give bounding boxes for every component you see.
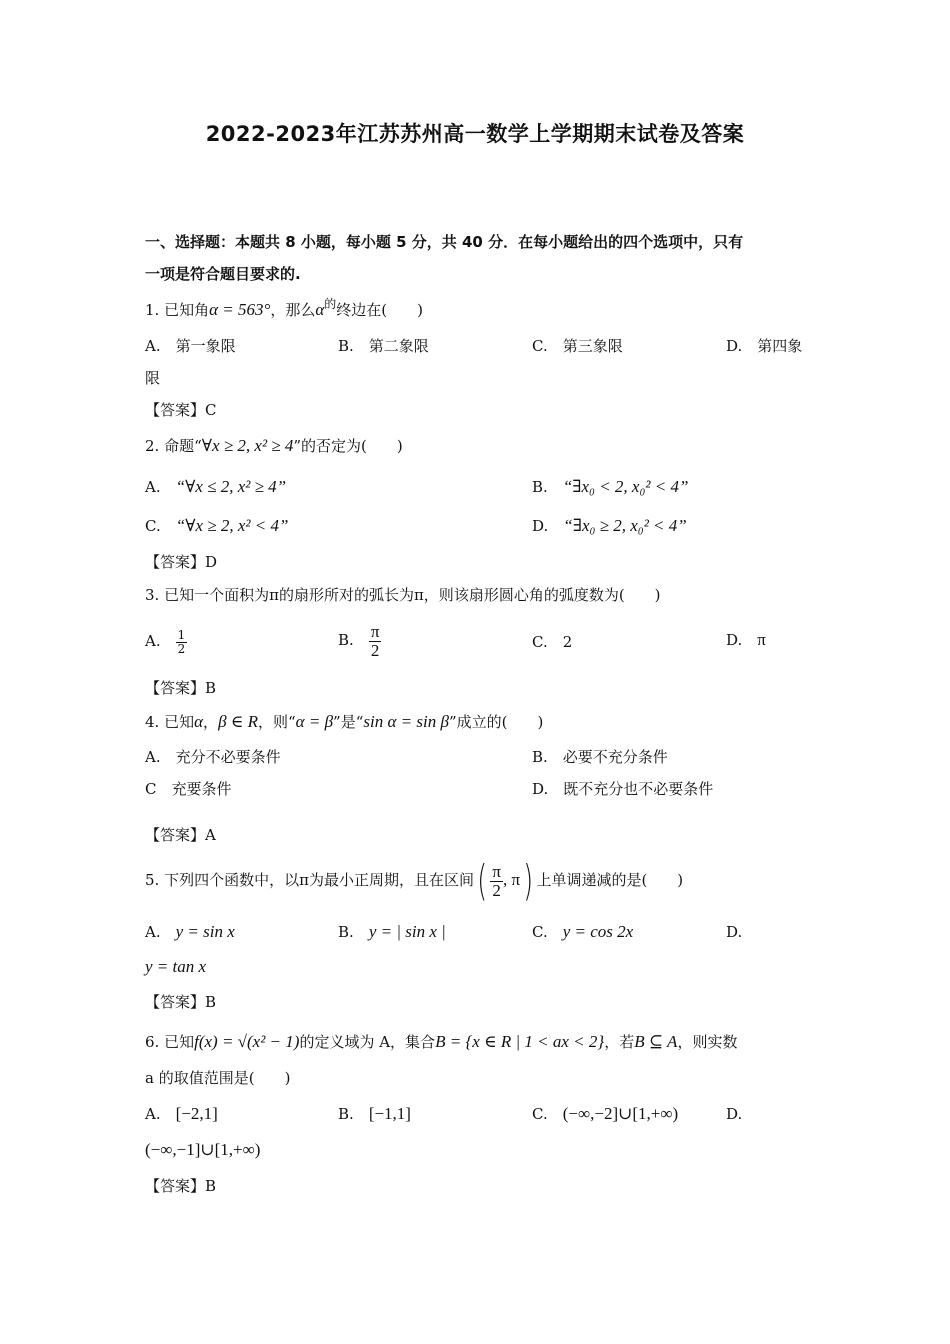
q5-option-d-math: y = tan x xyxy=(145,957,207,976)
q6-option-c: C. (−∞,−2]∪[1,+∞) xyxy=(532,1104,679,1123)
q6-option-d: D. xyxy=(726,1105,743,1123)
q2-option-c: C. “∀x ≥ 2, x² < 4” xyxy=(145,516,289,535)
section-heading: 一、选择题：本题共 8 小题，每小题 5 分，共 40 分．在每小题给出的四个选项中，只有 xyxy=(145,233,744,251)
q3-answer: 【答案】B xyxy=(145,679,217,697)
q3-option-d: D. π xyxy=(726,630,766,649)
question-1: 1. 已知角α = 563°，那么$\alpha^的$终边在( ) xyxy=(145,297,423,319)
q4-option-c: C 充要条件 xyxy=(145,780,232,798)
q5-answer: 【答案】B xyxy=(145,993,217,1011)
q3-option-a: A. $\frac{1}{2}$ xyxy=(145,627,186,656)
q4-option-b: B. 必要不充分条件 xyxy=(532,748,668,766)
q3-option-c: C. 2 xyxy=(532,633,573,651)
q1-option-c: C. 第三象限 xyxy=(532,337,623,355)
fraction-one-half: $\frac{1}{2}$ xyxy=(177,627,186,656)
q1-option-a: A. 第一象限 xyxy=(145,337,236,355)
question-3: 3. 已知一个面积为π的扇形所对的弧长为π，则该扇形圆心角的弧度数为( ) xyxy=(145,586,661,604)
section-heading-line2: 一项是符合题目要求的. xyxy=(145,265,301,283)
q5-option-a: A. y = sin x xyxy=(145,922,235,941)
q4-option-a: A. 充分不必要条件 xyxy=(145,748,281,766)
left-paren: ( xyxy=(477,856,488,905)
q2-answer: 【答案】D xyxy=(145,553,218,571)
fraction-pi-over-2: $\frac{\pi}{2}$ xyxy=(492,861,501,900)
question-4: 4. 已知α，β ∈ R，则“α = β”是“sin α = sin β”成立的( ) xyxy=(145,712,544,731)
q2-option-a: A. “∀x ≤ 2, x² ≥ 4” xyxy=(145,477,287,496)
right-paren: ) xyxy=(523,856,534,905)
q4-option-d: D. 既不充分也不必要条件 xyxy=(532,780,714,798)
q6-option-b: B. [−1,1] xyxy=(338,1104,411,1123)
q5-option-c: C. y = cos 2x xyxy=(532,922,634,941)
fraction-pi-over-2: $\frac{\pi}{2}$ xyxy=(370,621,380,660)
q2-option-b: B. “∃x₀ < 2, x₀² < 4” xyxy=(532,477,689,496)
question-6-line2: a 的取值范围是( ) xyxy=(145,1069,291,1087)
q5-option-d: D. xyxy=(726,923,743,941)
question-2: 2. 命题“∀x ≥ 2, x² ≥ 4”的否定为( ) xyxy=(145,436,403,455)
q6-option-d-math: (−∞,−1]∪[1,+∞) xyxy=(145,1140,261,1159)
q4-answer: 【答案】A xyxy=(145,826,216,844)
question-6: 6. 已知f(x) = √(x² − 1)的定义域为 A，集合B = {x ∈ R | 1 < ax < 2}，若B ⊆ A，则实数 xyxy=(145,1032,738,1051)
q6-option-a: A. [−2,1] xyxy=(145,1104,218,1123)
q5-option-b: B. y = | sin x | xyxy=(338,922,446,941)
q1-answer: 【答案】C xyxy=(145,401,217,419)
q6-answer: 【答案】B xyxy=(145,1177,217,1195)
q1-option-d-cont: 限 xyxy=(145,369,161,387)
page-title: 2022-2023年江苏苏州高一数学上学期期末试卷及答案 xyxy=(205,122,745,146)
question-5: 5. 下列四个函数中，以π为最小正周期，且在区间( $\frac{\pi}{2}$ , π) 上单调递减的是( ) xyxy=(145,856,684,905)
q1-option-d: D. 第四象 xyxy=(726,337,803,355)
q1-option-b: B. 第二象限 xyxy=(338,337,429,355)
q3-option-b: B. $\frac{\pi}{2}$ xyxy=(338,621,380,660)
q2-option-d: D. “∃x₀ ≥ 2, x₀² < 4” xyxy=(532,516,687,535)
